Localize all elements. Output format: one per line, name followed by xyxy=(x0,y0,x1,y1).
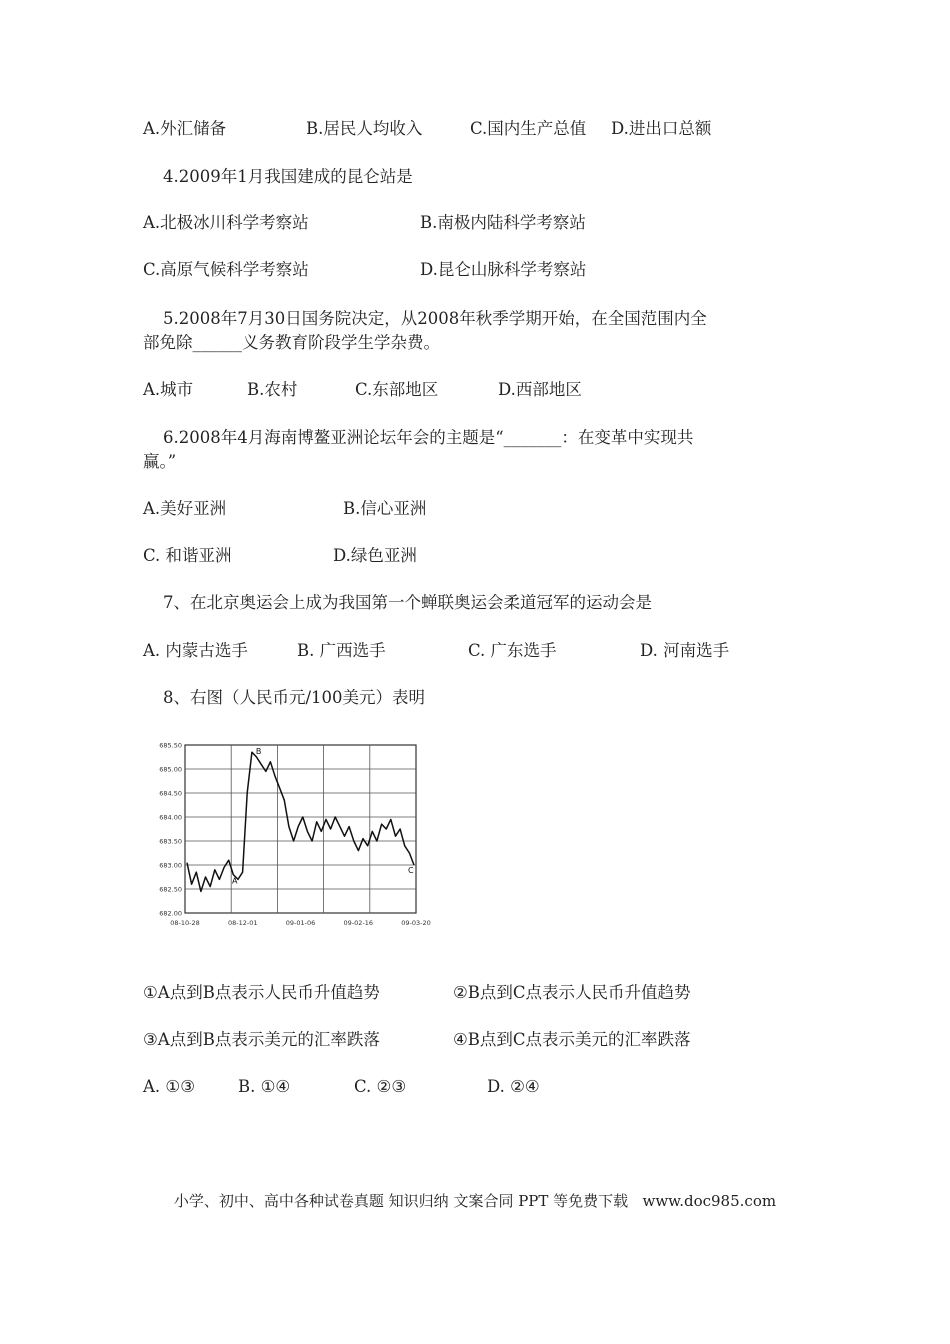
q7-option-d: D. 河南选手 xyxy=(640,641,730,660)
q8-statement-3: ③A点到B点表示美元的汇率跌落 xyxy=(143,1030,380,1049)
q6-option-a: A.美好亚洲 xyxy=(143,499,227,518)
exchange-rate-chart xyxy=(150,735,440,935)
q4-stem: 4.2009年1月我国建成的昆仑站是 xyxy=(163,167,413,186)
q5-option-a: A.城市 xyxy=(143,380,194,399)
chart-grid xyxy=(185,745,416,913)
q6-stem-line1: 6.2008年4月海南博鳌亚洲论坛年会的主题是“_______：在变革中实现共 xyxy=(163,428,694,447)
chart-point-label: A xyxy=(231,876,238,886)
q8-statement-4: ④B点到C点表示美元的汇率跌落 xyxy=(453,1030,691,1049)
chart-frame xyxy=(185,745,416,913)
chart-x-tick-label: 08-10-28 xyxy=(170,919,200,927)
q4-option-b: B.南极内陆科学考察站 xyxy=(420,213,586,232)
chart-x-tick-label: 09-01-06 xyxy=(285,919,316,927)
chart-series xyxy=(187,752,414,891)
page-footer: 小学、初中、高中各种试卷真题 知识归纳 文案合同 PPT 等免费下载 www.doc985.com xyxy=(173,1192,777,1210)
chart-y-tick-label: 685.50 xyxy=(159,741,182,750)
q7-option-b: B. 广西选手 xyxy=(297,641,386,660)
chart-x-tick-label: 09-02-16 xyxy=(343,919,374,927)
q3-option-c: C.国内生产总值 xyxy=(470,119,587,138)
chart-x-tick-labels xyxy=(170,919,431,927)
q8-option-a: A. ①③ xyxy=(143,1077,195,1096)
chart-series-line xyxy=(187,752,414,891)
chart-y-tick-label: 682.50 xyxy=(159,885,182,894)
q4-option-d: D.昆仑山脉科学考察站 xyxy=(420,260,587,279)
q4-option-c: C.高原气候科学考察站 xyxy=(143,260,309,279)
q8-option-b: B. ①④ xyxy=(238,1077,291,1096)
chart-y-tick-label: 684.00 xyxy=(159,813,182,822)
q6-option-b: B.信心亚洲 xyxy=(343,499,427,518)
q8-option-c: C. ②③ xyxy=(354,1077,407,1096)
q3-option-b: B.居民人均收入 xyxy=(306,119,423,138)
chart-point-label: B xyxy=(255,747,262,757)
q5-option-c: C.东部地区 xyxy=(355,380,439,399)
q4-option-a: A.北极冰川科学考察站 xyxy=(143,213,309,232)
q7-stem: 7、在北京奥运会上成为我国第一个蝉联奥运会柔道冠军的运动会是 xyxy=(163,593,652,612)
q8-statement-2: ②B点到C点表示人民币升值趋势 xyxy=(453,983,691,1002)
q7-option-c: C. 广东选手 xyxy=(468,641,557,660)
chart-x-tick-label: 09-03-20 xyxy=(401,919,431,927)
chart-y-tick-label: 685.00 xyxy=(159,765,182,774)
q3-option-a: A.外汇储备 xyxy=(143,119,227,138)
q5-stem-line2: 部免除______义务教育阶段学生学杂费。 xyxy=(143,333,440,352)
q5-stem-line1: 5.2008年7月30日国务院决定，从2008年秋季学期开始，在全国范围内全 xyxy=(163,309,707,328)
q7-option-a: A. 内蒙古选手 xyxy=(143,641,248,660)
q8-option-d: D. ②④ xyxy=(487,1077,540,1096)
q8-statement-1: ①A点到B点表示人民币升值趋势 xyxy=(143,983,380,1002)
chart-x-tick-label: 08-12-01 xyxy=(227,919,258,927)
q6-option-c: C. 和谐亚洲 xyxy=(143,546,232,565)
q6-option-d: D.绿色亚洲 xyxy=(333,546,417,565)
chart-y-tick-label: 683.00 xyxy=(159,861,182,870)
chart-y-tick-label: 683.50 xyxy=(159,837,182,846)
q5-option-d: D.西部地区 xyxy=(498,380,582,399)
q3-option-d: D.进出口总额 xyxy=(611,119,712,138)
chart-y-tick-label: 684.50 xyxy=(159,789,182,798)
chart-y-tick-labels xyxy=(159,742,182,918)
q8-stem: 8、右图（人民币元/100美元）表明 xyxy=(163,688,426,707)
chart-point-label: C xyxy=(408,866,414,875)
q6-stem-line2: 赢。” xyxy=(143,452,177,471)
chart-y-tick-label: 682.00 xyxy=(159,909,182,918)
q5-option-b: B.农村 xyxy=(247,380,298,399)
